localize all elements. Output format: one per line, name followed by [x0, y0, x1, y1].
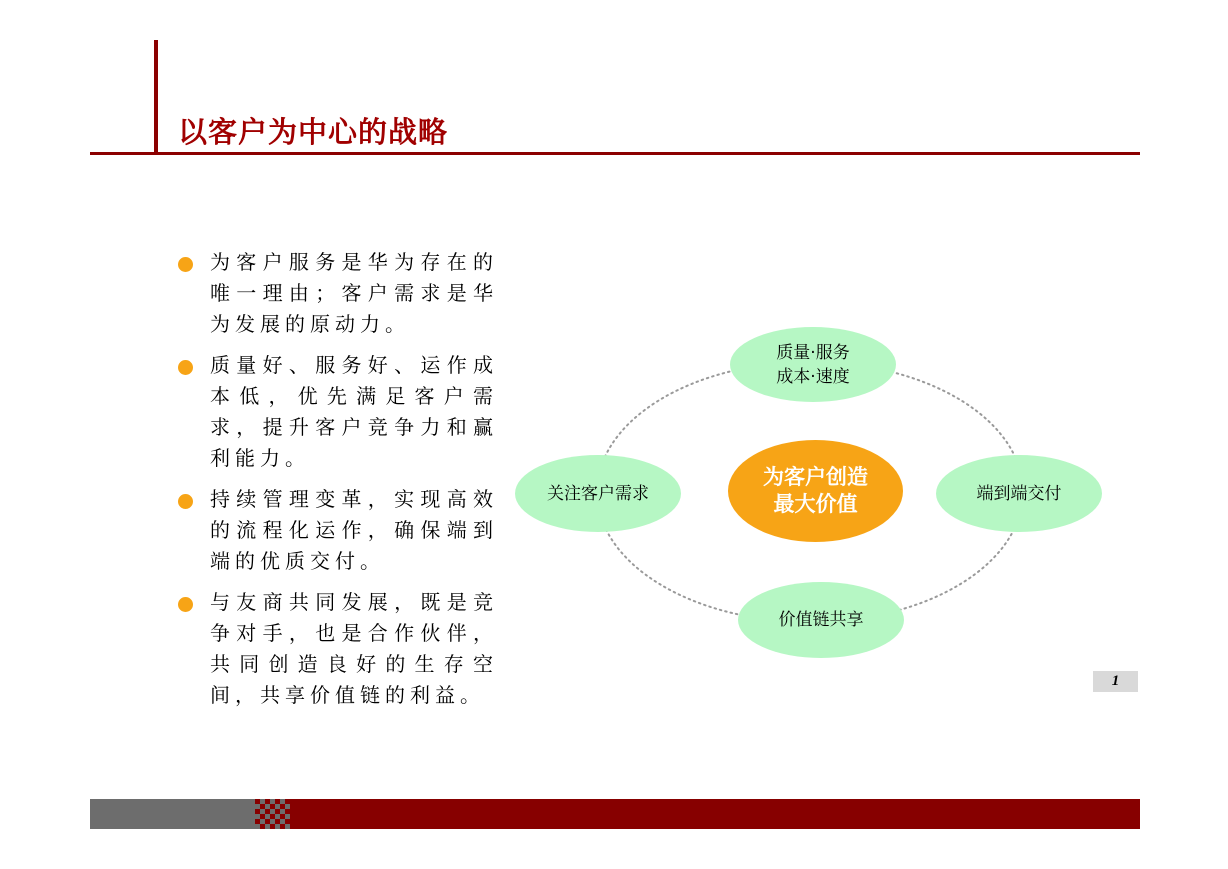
- node-quality-service-label: 质量·服务 成本·速度: [776, 342, 850, 387]
- value-diagram: [510, 320, 1110, 665]
- bullet-item: [178, 247, 508, 340]
- bullet-dot-icon: [178, 360, 193, 375]
- bullet-item: [178, 484, 508, 577]
- node-center-value: [728, 440, 903, 542]
- page-title: 以客户为中心的战略: [178, 115, 449, 149]
- bullet-text: 质量好、服务好、运作成本低，优先满足客户需求，提升客户竞争力和赢利能力。: [210, 353, 498, 470]
- bullet-dot-icon: [178, 597, 193, 612]
- page-number: 1: [1093, 671, 1138, 692]
- node-customer-needs-label: 关注客户需求: [547, 483, 649, 504]
- bullet-text: 持续管理变革，实现高效的流程化运作，确保端到端的优质交付。: [210, 487, 498, 573]
- bullet-dot-icon: [178, 494, 193, 509]
- bullet-text: 为客户服务是华为存在的唯一理由；客户需求是华为发展的原动力。: [210, 250, 498, 336]
- bullet-dot-icon: [178, 257, 193, 272]
- node-end-to-end-label: 端到端交付: [976, 483, 1062, 504]
- title-accent-bar: [154, 40, 158, 155]
- node-value-chain-label: 价值链共享: [778, 610, 864, 630]
- bullet-text: 与友商共同发展，既是竞争对手，也是合作伙伴，共同创造良好的生存空间，共享价值链的利益。: [210, 590, 498, 707]
- bullet-list: [178, 247, 508, 721]
- footer-band: [90, 799, 1140, 829]
- node-end-to-end: [936, 455, 1102, 532]
- footer-checker-pattern: [255, 799, 290, 829]
- node-quality-service: [730, 327, 896, 402]
- bullet-item: [178, 350, 508, 474]
- title-divider: [90, 152, 1140, 155]
- footer-red-block: [290, 799, 1140, 829]
- footer-grey-block: [90, 799, 255, 829]
- node-customer-needs: [515, 455, 681, 532]
- node-center-value-label: 为客户创造 最大价值: [763, 465, 868, 516]
- bullet-item: [178, 587, 508, 711]
- node-value-chain: [738, 582, 904, 658]
